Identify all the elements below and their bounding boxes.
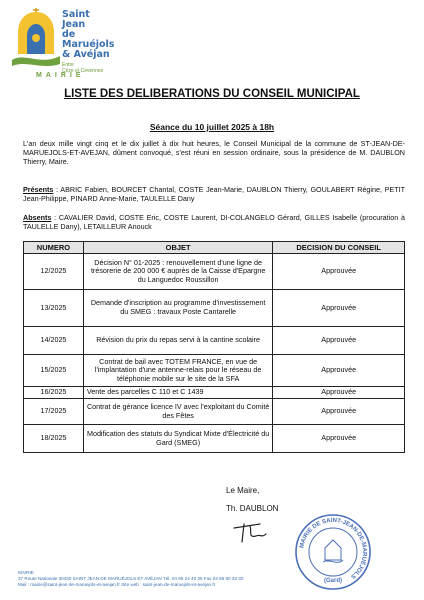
- row-number: 16/2025: [24, 387, 84, 399]
- footer-address: 37 Route Nationale 30430 SAINT JEAN DE MARUÉJOLS ET AVÉJAN Tél. 04 66 24 40 35 Fax 04 66 60 32 30: [18, 575, 244, 581]
- row-object: Contrat de bail avec TOTEM FRANCE, en vue de l'implantation d'une antenne-relais pour le réseau de téléphonie mobile sur le site de la SFA: [83, 355, 272, 387]
- header-numero: NUMERO: [24, 242, 84, 254]
- row-decision: Approuvée: [273, 355, 405, 387]
- logo-name-line: de Maruéjols: [62, 28, 115, 50]
- logo-tagline-1: Entre: [62, 61, 74, 68]
- table-row: [24, 355, 405, 387]
- row-number: 15/2025: [24, 355, 84, 387]
- row-decision: Approuvée: [273, 290, 405, 327]
- table-header-row: [24, 242, 405, 254]
- row-decision: Approuvée: [273, 399, 405, 425]
- footer-line-1: MAIRIE: [18, 570, 34, 575]
- church-bell-icon: [10, 8, 62, 70]
- row-number: 18/2025: [24, 425, 84, 453]
- row-decision: Approuvée: [273, 425, 405, 453]
- row-decision: Approuvée: [273, 327, 405, 355]
- row-number: 17/2025: [24, 399, 84, 425]
- table-row: [24, 425, 405, 453]
- stamp-ring-text: MAIRIE DE SAINT-JEAN-DE-MARUÉJOLS: [299, 517, 368, 580]
- intro-paragraph: L'an deux mille vingt cinq et le dix juillet à dix huit heures, le Conseil Municipal de la commune de ST-JEAN-DE-MARUEJOLS-ET-AVEJAN, dûment convoqué, s'est réuni en session ordinaire, sous la présidence de M. DAUBLON Thierry, Maire.: [23, 139, 405, 167]
- logo-tagline-2: Cèze et Cévennes: [62, 67, 104, 74]
- row-number: 14/2025: [24, 327, 84, 355]
- session-date: Séance du 10 juillet 2025 à 18h: [149, 122, 275, 132]
- row-object: Contrat de gérance licence IV avec l'exploitant du Comité des Fêtes: [83, 399, 272, 425]
- absent-list: : CAVALIER David, COSTE Eric, COSTE Laurent, DI-COLANGELO Gérard, GILLES Isabelle (procuration à TAULELLE Dany), LETAILLEUR Anouck: [23, 213, 405, 232]
- logo-name-line: & Avéjan: [62, 48, 110, 60]
- row-object: Modification des statuts du Syndicat Mixte d'Électricité du Gard (SMEG): [83, 425, 272, 453]
- row-decision: Approuvée: [273, 387, 405, 399]
- table-row: [24, 387, 405, 399]
- header-decision: DECISION DU CONSEIL: [273, 242, 405, 254]
- page-footer: [18, 570, 243, 587]
- mairie-stamp: [293, 512, 373, 592]
- row-decision: Approuvée: [273, 254, 405, 290]
- signatory-title: Le Maire,: [226, 486, 260, 495]
- footer-contact: Mail : mairie@saint-jean-de-maruejols-et-avejan.fr Site web : saint-jean-de-maruejols-et-avejan.fr: [18, 581, 216, 587]
- table-row: [24, 254, 405, 290]
- absent-label: Absents: [23, 213, 52, 222]
- municipal-logo: [10, 8, 115, 80]
- table-row: [24, 290, 405, 327]
- present-paragraph: [23, 185, 405, 203]
- present-label: Présents: [23, 185, 54, 194]
- table-row: [24, 327, 405, 355]
- row-object: Vente des parcelles C 110 et C 1439: [83, 387, 272, 399]
- logo-mairie: MAIRIE: [36, 72, 85, 79]
- present-list: : ABRIC Fabien, BOURCET Chantal, COSTE Jean-Marie, DAUBLON Thierry, GOULABERT Régine, PETIT Jean-Philippe, PINARD Anne-Marie, TAULELLE Dany: [23, 185, 405, 204]
- stamp-dept: (Gard): [324, 578, 342, 584]
- absent-paragraph: [23, 213, 405, 231]
- row-number: 12/2025: [24, 254, 84, 290]
- logo-name-line: Saint Jean: [62, 9, 90, 30]
- deliberations-table: [23, 241, 405, 453]
- header-objet: OBJET: [83, 242, 272, 254]
- row-object: Révision du prix du repas servi à la cantine scolaire: [83, 327, 272, 355]
- row-object: Décision N° 01-2025 : renouvellement d'une ligne de trésorerie de 200 000 € auprès de la Caisse d'Epargne du Languedoc Roussillon: [83, 254, 272, 290]
- handwritten-signature: [230, 518, 270, 544]
- document-title: LISTE DES DELIBERATIONS DU CONSEIL MUNICIPAL: [64, 88, 360, 100]
- row-object: Demande d'inscription au programme d'investissement du SMEG : travaux Poste Cantarelle: [83, 290, 272, 327]
- table-row: [24, 399, 405, 425]
- row-number: 13/2025: [24, 290, 84, 327]
- signatory-name: Th. DAUBLON: [226, 504, 279, 513]
